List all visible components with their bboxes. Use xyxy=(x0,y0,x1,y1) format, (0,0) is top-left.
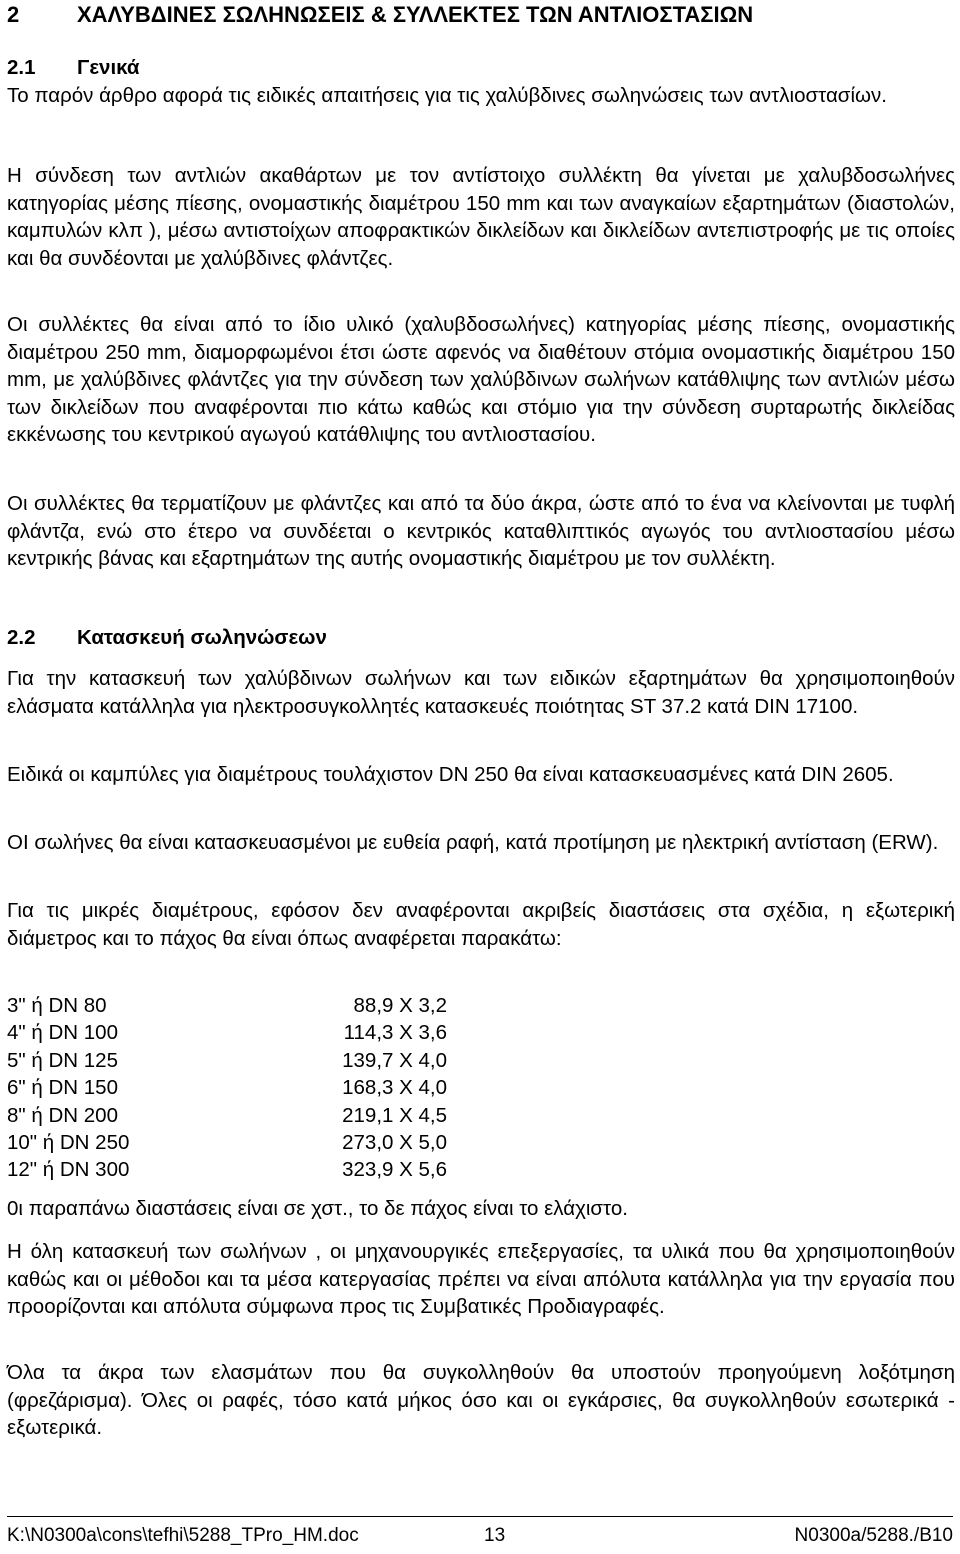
chapter-number: 2 xyxy=(7,2,20,27)
paragraph: Η σύνδεση των αντλιών ακαθάρτων με τον αντίστοιχο συλλέκτη θα γίνεται με χαλυβδοσωλήνες κατηγορίας μέσης πίεσης, ονομαστικής διαμέτρου 150 mm και των αναγκαίων εξαρτημάτων (διαστολών, καμπυλών κλπ ), μέσω αντιστοίχων αποφρακτικών δικλείδων και δικλείδων αντεπιστροφής με τις οποίες και θα συνδέονται με χαλύβδινες φλάντζες. xyxy=(7,164,955,270)
pipe-nominal-size: 8" ή DN 200 xyxy=(7,1103,118,1127)
paragraph: Η όλη κατασκευή των σωλήνων , οι μηχανουργικές επεξεργασίες, τα υλικά που θα χρησιμοποιηθούν καθώς και οι μέθοδοι και τα μέσα κατεργασίας πρέπει να είναι απόλυτα κατάλληλα για την εργασία που προορίζονται και απόλυτα σύμφωνα προς τις Συμβατικές Προδιαγραφές. xyxy=(7,1240,955,1318)
pipe-nominal-size: 4" ή DN 100 xyxy=(7,1021,118,1045)
table-row xyxy=(7,1074,467,1101)
section-number: 2.1 xyxy=(7,56,36,79)
paragraph: Ειδικά οι καμπύλες για διαμέτρους τουλάχιστον DN 250 θα είναι κατασκευασμένες κατά DIN 2605. xyxy=(7,763,894,786)
paragraph: Όλα τα άκρα των ελασμάτων που θα συγκολληθούν θα υποστούν προηγούμενη λοξότμηση (φρεζάρισμα). Όλες οι ραφές, τόσο κατά μήκος όσο και οι εγκάρσιες, θα συγκολληθούν εσωτερικά - εξωτερικά. xyxy=(7,1361,955,1439)
pipe-size-table xyxy=(7,992,467,1184)
pipe-dimensions: 139,7 X 4,0 xyxy=(342,1048,447,1072)
pipe-dimensions: 323,9 X 5,6 xyxy=(342,1158,447,1182)
table-row xyxy=(7,1019,467,1046)
pipe-nominal-size: 10" ή DN 250 xyxy=(7,1130,130,1154)
footer-file-path: K:\N0300a\cons\tefhi\5288_TPro_HM.doc xyxy=(7,1525,359,1546)
pipe-nominal-size: 12" ή DN 300 xyxy=(7,1158,130,1182)
footer-page-number: 13 xyxy=(484,1525,506,1546)
section-title: Κατασκευή σωληνώσεων xyxy=(77,626,327,649)
section-number: 2.2 xyxy=(7,626,36,649)
pipe-dimensions: 273,0 X 5,0 xyxy=(342,1130,447,1154)
table-note: 0ι παραπάνω διαστάσεις είναι σε χστ., το δε πάχος είναι το ελάχιστο. xyxy=(7,1197,628,1220)
pipe-dimensions: 114,3 X 3,6 xyxy=(343,1021,447,1045)
footer-divider xyxy=(7,1516,953,1517)
paragraph: ΟΙ σωλήνες θα είναι κατασκευασμένοι με ευθεία ραφή, κατά προτίμηση με ηλεκτρική αντίσταση (ERW). xyxy=(7,831,939,854)
pipe-dimensions: 168,3 X 4,0 xyxy=(342,1076,447,1100)
section-title: Γενικά xyxy=(77,56,140,79)
paragraph: Το παρόν άρθρο αφορά τις ειδικές απαιτήσεις για τις χαλύβδινες σωληνώσεις των αντλιοστασίων. xyxy=(7,84,887,107)
pipe-nominal-size: 3" ή DN 80 xyxy=(7,994,107,1017)
table-row xyxy=(7,1047,467,1074)
paragraph: Οι συλλέκτες θα είναι από το ίδιο υλικό (χαλυβδοσωλήνες) κατηγορίας μέσης πίεσης, ονομαστικής διαμέτρου 250 mm, διαμορφωμένοι έτσι ώστε αφενός να διαθέτουν στόμια ονομαστικής διαμέτρου 150 mm, με χαλύβδινες φλάντζες για την σύνδεση των χαλύβδινων σωλήνων κατάθλιψης των αντλιών μέσω των δικλείδων που αναφέρονται πιο κάτω καθώς και στόμιο για την σύνδεση συρταρωτής δικλείδας εκκένωσης του κεντρικού αγωγού κατάθλιψης του αντλιοστασίου. xyxy=(7,313,955,446)
paragraph: Για τις μικρές διαμέτρους, εφόσον δεν αναφέρονται ακριβείς διαστάσεις στα σχέδια, η εξωτερική διάμετρος και το πάχος θα είναι όπως αναφέρεται παρακάτω: xyxy=(7,899,955,950)
page-footer xyxy=(7,1523,953,1549)
paragraph: Οι συλλέκτες θα τερματίζουν με φλάντζες και από τα δύο άκρα, ώστε από το ένα να κλείνονται με τυφλή φλάντζα, ενώ στο έτερο να συνδέεται ο κεντρικός καταθλιπτικός αγωγός του αντλιοστασίου μέσω κεντρικής βάνας και εξαρτημάτων της αυτής ονομαστικής διαμέτρου με τον συλλέκτη. xyxy=(7,492,955,570)
table-row xyxy=(7,1102,467,1129)
pipe-dimensions: 219,1 X 4,5 xyxy=(342,1103,447,1127)
pipe-dimensions: 88,9 X 3,2 xyxy=(353,994,447,1017)
table-row xyxy=(7,1129,467,1156)
pipe-nominal-size: 5" ή DN 125 xyxy=(7,1048,118,1072)
chapter-title: ΧΑΛΥΒΔΙΝΕΣ ΣΩΛΗΝΩΣΕΙΣ & ΣΥΛΛΕΚΤΕΣ ΤΩΝ ΑΝΤΛΙΟΣΤΑΣΙΩΝ xyxy=(77,2,754,27)
paragraph: Για την κατασκευή των χαλύβδινων σωλήνων και των ειδικών εξαρτημάτων θα χρησιμοποιηθούν ελάσματα κατάλληλα για ηλεκτροσυγκολλητές κατασκευές ποιότητας ST 37.2 κατά DIN 17100. xyxy=(7,667,955,718)
table-row xyxy=(7,992,467,1019)
pipe-nominal-size: 6" ή DN 150 xyxy=(7,1076,118,1100)
footer-reference: N0300a/5288./B10 xyxy=(794,1525,953,1546)
table-row xyxy=(7,1156,467,1183)
